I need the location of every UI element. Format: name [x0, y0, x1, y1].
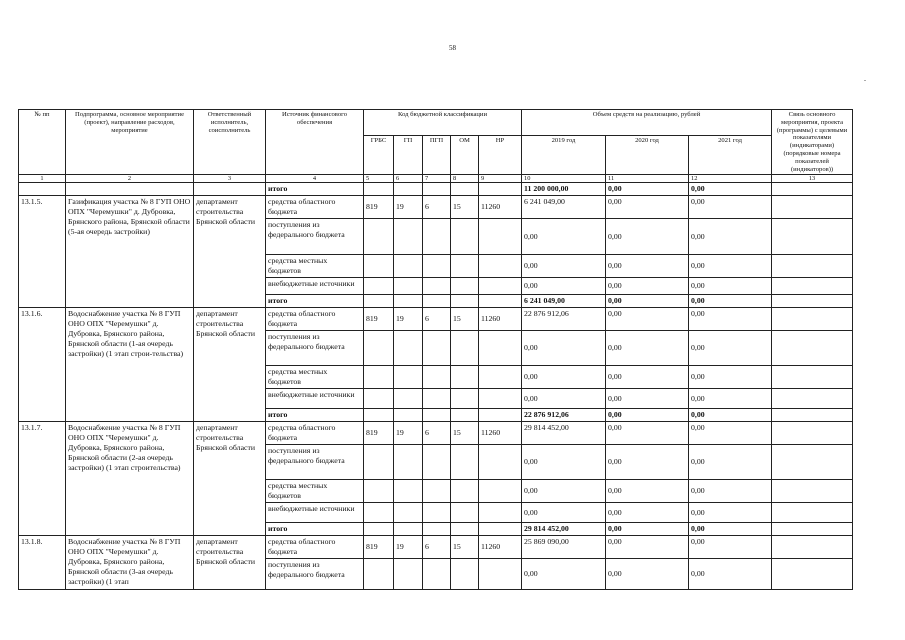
header-grbs: ГРБС: [364, 136, 394, 175]
value-2019: 6 241 049,00: [522, 295, 606, 308]
source-federal: поступления из федерального бюджета: [266, 445, 364, 480]
code-empty: [364, 255, 394, 278]
code-empty: [394, 389, 423, 409]
value-2020: 0,00: [606, 422, 689, 445]
source-regional: средства областного бюджета: [266, 536, 364, 559]
code-empty: [479, 523, 522, 536]
code-empty: [423, 559, 451, 590]
source-extra: внебюджетные источники: [266, 278, 364, 295]
lead-empty: [194, 183, 266, 196]
value-2020: 0,00: [606, 523, 689, 536]
code-empty: [364, 503, 394, 523]
link-cell: [772, 278, 853, 295]
source-regional: средства областного бюджета: [266, 196, 364, 219]
link-cell: [772, 422, 853, 445]
code-empty: [394, 278, 423, 295]
value-2020: 0,00: [606, 331, 689, 366]
value-2020: 0,00: [606, 196, 689, 219]
value-2021: 0,00: [689, 389, 772, 409]
code-empty: [479, 255, 522, 278]
corner-mark: -: [864, 78, 866, 84]
value-2019: 0,00: [522, 503, 606, 523]
activity-title: Водоснабжение участка № 8 ГУП ОНО ОПХ "Черемушки" д. Дубровка, Брянского района, Брянской области (3-ая очередь застройки) (1 этап: [66, 536, 194, 590]
value-2021: 0,00: [689, 255, 772, 278]
code-empty: [479, 331, 522, 366]
code-empty: [423, 409, 451, 422]
executor: департамент строительства Брянской области: [194, 536, 266, 590]
value-2021: 0,00: [689, 523, 772, 536]
colnum: 12: [689, 175, 772, 183]
code-empty: [423, 523, 451, 536]
header-budget-code: Код бюджетной классификации: [364, 110, 522, 136]
code-pgp: 6: [423, 308, 451, 331]
code-empty: [364, 331, 394, 366]
code-empty: [451, 278, 479, 295]
code-gp: 19: [394, 536, 423, 559]
code-om: 15: [451, 196, 479, 219]
value-2021: 0,00: [689, 445, 772, 480]
code-empty: [394, 295, 423, 308]
code-empty: [479, 278, 522, 295]
code-empty: [479, 445, 522, 480]
value-2020: 0,00: [606, 389, 689, 409]
value-2021: 0,00: [689, 422, 772, 445]
code-empty: [479, 366, 522, 389]
value-2021: 0,00: [689, 366, 772, 389]
value-2021: 0,00: [689, 503, 772, 523]
link-cell: [772, 366, 853, 389]
header-gp: ГП: [394, 136, 423, 175]
value-2019: 0,00: [522, 389, 606, 409]
code-empty: [364, 480, 394, 503]
source-regional: средства областного бюджета: [266, 308, 364, 331]
code-empty: [423, 480, 451, 503]
code-empty: [451, 445, 479, 480]
value-2019: 0,00: [522, 559, 606, 590]
source-extra: внебюджетные источники: [266, 503, 364, 523]
lead-empty: [19, 183, 66, 196]
source-total: итого: [266, 523, 364, 536]
code-nr: 11260: [479, 196, 522, 219]
link-cell: [772, 409, 853, 422]
total-label: итого: [266, 183, 364, 196]
code-empty: [451, 523, 479, 536]
value-2019: 0,00: [522, 278, 606, 295]
header-executor: Ответственный исполнитель, соисполнитель: [194, 110, 266, 175]
code-empty: [451, 389, 479, 409]
value-2020: 0,00: [606, 278, 689, 295]
source-regional: средства областного бюджета: [266, 422, 364, 445]
code-grbs: 819: [364, 536, 394, 559]
code-empty: [479, 503, 522, 523]
code-pgp: 6: [423, 422, 451, 445]
total-2020: 0,00: [606, 183, 689, 196]
code-empty: [364, 523, 394, 536]
header-num: № пп: [19, 110, 66, 175]
activity-title: Водоснабжение участка № 8 ГУП ОНО ОПХ "Черемушки" д. Дубровка, Брянского района, Брянской области (2-ая очередь застройки) (1 этап строительства): [66, 422, 194, 536]
code-empty: [364, 445, 394, 480]
code-empty: [364, 295, 394, 308]
code-nr: 11260: [479, 536, 522, 559]
value-2019: 0,00: [522, 331, 606, 366]
table-row: [19, 422, 853, 445]
code-empty: [394, 480, 423, 503]
budget-table: [18, 109, 853, 590]
code-empty: [423, 366, 451, 389]
colnum: 8: [451, 175, 479, 183]
code-empty: [364, 366, 394, 389]
code-empty: [451, 503, 479, 523]
source-local: средства местных бюджетов: [266, 255, 364, 278]
header-2021: 2021 год: [689, 136, 772, 175]
header-source: Источник финансового обеспечения: [266, 110, 364, 175]
source-total: итого: [266, 409, 364, 422]
row-number: 13.1.6.: [19, 308, 66, 422]
source-federal: поступления из федерального бюджета: [266, 219, 364, 255]
code-empty: [479, 295, 522, 308]
code-empty: [394, 409, 423, 422]
code-nr: 11260: [479, 308, 522, 331]
code-empty: [364, 278, 394, 295]
code-grbs: 819: [364, 308, 394, 331]
code-empty: [423, 331, 451, 366]
code-empty: [394, 523, 423, 536]
value-2021: 0,00: [689, 308, 772, 331]
value-2021: 0,00: [689, 409, 772, 422]
code-nr: 11260: [479, 422, 522, 445]
code-empty: [423, 445, 451, 480]
value-2020: 0,00: [606, 503, 689, 523]
value-2019: 22 876 912,06: [522, 308, 606, 331]
link-cell: [772, 255, 853, 278]
value-2021: 0,00: [689, 480, 772, 503]
link-cell: [772, 523, 853, 536]
link-cell: [772, 196, 853, 219]
source-federal: поступления из федерального бюджета: [266, 559, 364, 590]
value-2021: 0,00: [689, 331, 772, 366]
code-empty: [451, 366, 479, 389]
value-2020: 0,00: [606, 536, 689, 559]
code-gp: 19: [394, 308, 423, 331]
value-2020: 0,00: [606, 445, 689, 480]
code-empty: [451, 480, 479, 503]
code-gp: 19: [394, 422, 423, 445]
code-grbs: 819: [364, 422, 394, 445]
code-empty: [479, 480, 522, 503]
value-2020: 0,00: [606, 255, 689, 278]
colnum: 13: [772, 175, 853, 183]
executor: департамент строительства Брянской области: [194, 422, 266, 536]
colnum: 7: [423, 175, 451, 183]
code-empty: [364, 559, 394, 590]
code-om: 15: [451, 536, 479, 559]
value-2019: 0,00: [522, 219, 606, 255]
value-2019: 29 814 452,00: [522, 422, 606, 445]
source-total: итого: [266, 295, 364, 308]
total-2021: 0,00: [689, 183, 772, 196]
code-empty: [423, 389, 451, 409]
code-grbs: 819: [364, 196, 394, 219]
code-empty: [423, 219, 451, 255]
code-pgp: 6: [423, 196, 451, 219]
header-2019: 2019 год: [522, 136, 606, 175]
colnum: 10: [522, 175, 606, 183]
code-empty: [394, 445, 423, 480]
code-empty: [451, 409, 479, 422]
value-2020: 0,00: [606, 219, 689, 255]
link-cell: [772, 503, 853, 523]
link-cell: [772, 308, 853, 331]
value-2019: 25 869 090,00: [522, 536, 606, 559]
value-2020: 0,00: [606, 559, 689, 590]
source-federal: поступления из федерального бюджета: [266, 331, 364, 366]
value-2019: 0,00: [522, 366, 606, 389]
value-2020: 0,00: [606, 409, 689, 422]
colnum: 6: [394, 175, 423, 183]
code-empty: [394, 503, 423, 523]
value-2019: 22 876 912,06: [522, 409, 606, 422]
link-cell: [772, 480, 853, 503]
link-cell: [772, 295, 853, 308]
value-2020: 0,00: [606, 366, 689, 389]
colnum: 4: [266, 175, 364, 183]
code-empty: [423, 255, 451, 278]
row-number: 13.1.7.: [19, 422, 66, 536]
value-2021: 0,00: [689, 536, 772, 559]
code-empty: [451, 255, 479, 278]
table-row: [19, 308, 853, 331]
code-empty: [394, 559, 423, 590]
link-cell: [772, 559, 853, 590]
executor: департамент строительства Брянской области: [194, 196, 266, 308]
header-pgp: ПГП: [423, 136, 451, 175]
code-empty: [423, 503, 451, 523]
colnum: 11: [606, 175, 689, 183]
colnum: 9: [479, 175, 522, 183]
header-2020: 2020 год: [606, 136, 689, 175]
header-link: Связь основного мероприятия, проекта (программы) с целевыми показателями (индикаторами) (порядковые номера показателей (индикаторов)): [772, 110, 853, 175]
link-cell: [772, 389, 853, 409]
code-empty: [479, 409, 522, 422]
code-om: 15: [451, 308, 479, 331]
value-2020: 0,00: [606, 308, 689, 331]
colnum: 2: [66, 175, 194, 183]
row-number: 13.1.8.: [19, 536, 66, 590]
table-row: [19, 536, 853, 559]
executor: департамент строительства Брянской области: [194, 308, 266, 422]
code-empty: [423, 295, 451, 308]
code-empty: [394, 331, 423, 366]
value-2019: 0,00: [522, 445, 606, 480]
code-om: 15: [451, 422, 479, 445]
link-cell: [772, 445, 853, 480]
code-empty: [394, 366, 423, 389]
code-pgp: 6: [423, 536, 451, 559]
activity-title: Газификация участка № 8 ГУП ОНО ОПХ "Черемушки" д. Дубровка, Брянского района, Брянской области (5-ая очередь застройки): [66, 196, 194, 308]
header-nr: НР: [479, 136, 522, 175]
code-empty: [394, 219, 423, 255]
total-2019: 11 200 000,00: [522, 183, 606, 196]
link-cell: [772, 219, 853, 255]
code-empty: [423, 278, 451, 295]
colnum: 3: [194, 175, 266, 183]
value-2021: 0,00: [689, 196, 772, 219]
code-empty: [479, 219, 522, 255]
code-empty: [451, 331, 479, 366]
activity-title: Водоснабжение участка № 8 ГУП ОНО ОПХ "Черемушки" д. Дубровка, Брянского района, Брянской области (1-ая очередь застройки) (1 этап строи-тельства): [66, 308, 194, 422]
code-empty: [364, 389, 394, 409]
page-number: 58: [449, 44, 456, 52]
value-2020: 0,00: [606, 480, 689, 503]
link-cell: [772, 536, 853, 559]
lead-empty: [66, 183, 194, 196]
value-2019: 29 814 452,00: [522, 523, 606, 536]
value-2021: 0,00: [689, 559, 772, 590]
value-2021: 0,00: [689, 278, 772, 295]
row-number: 13.1.5.: [19, 196, 66, 308]
code-empty: [479, 389, 522, 409]
value-2019: 6 241 049,00: [522, 196, 606, 219]
code-empty: [364, 409, 394, 422]
source-local: средства местных бюджетов: [266, 366, 364, 389]
code-empty: [451, 559, 479, 590]
colnum: 5: [364, 175, 394, 183]
code-empty: [451, 219, 479, 255]
header-volume: Объем средств на реализацию, рублей: [522, 110, 772, 136]
header-om: ОМ: [451, 136, 479, 175]
code-empty: [364, 219, 394, 255]
code-empty: [451, 295, 479, 308]
value-2021: 0,00: [689, 295, 772, 308]
value-2019: 0,00: [522, 480, 606, 503]
link-cell: [772, 331, 853, 366]
value-2019: 0,00: [522, 255, 606, 278]
value-2021: 0,00: [689, 219, 772, 255]
code-empty: [479, 559, 522, 590]
table-row: [19, 196, 853, 219]
source-local: средства местных бюджетов: [266, 480, 364, 503]
code-gp: 19: [394, 196, 423, 219]
header-subprogram: Подпрограмма, основное мероприятие (проект), направление расходов, мероприятие: [66, 110, 194, 175]
source-extra: внебюджетные источники: [266, 389, 364, 409]
code-empty: [394, 255, 423, 278]
colnum: 1: [19, 175, 66, 183]
value-2020: 0,00: [606, 295, 689, 308]
